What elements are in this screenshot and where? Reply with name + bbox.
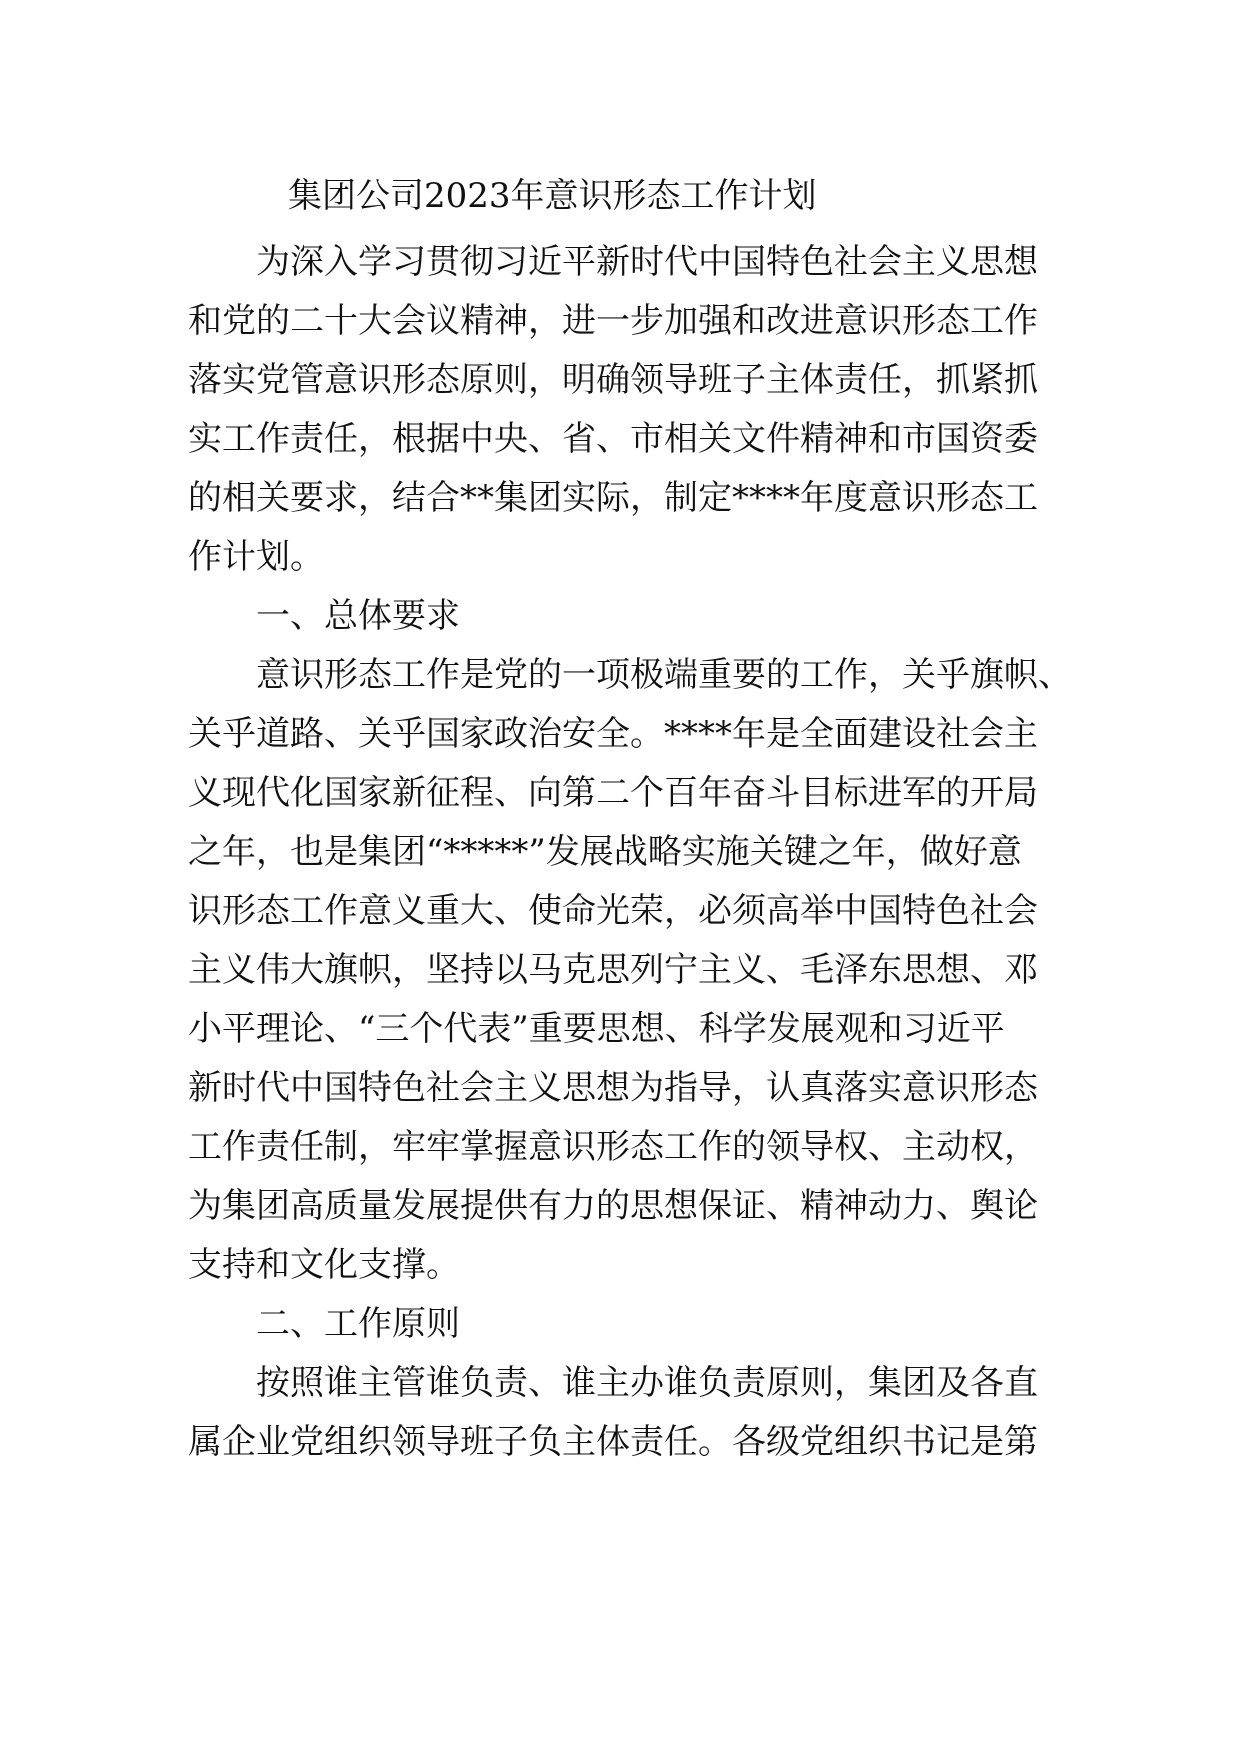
paragraph-line: 的相关要求，结合**集团实际，制定****年度意识形态工 (188, 478, 1038, 518)
paragraph-line: 主义伟大旗帜，坚持以马克思列宁主义、毛泽东思想、邓 (188, 950, 1038, 990)
paragraph-line: 之年，也是集团“*****”发展战略实施关键之年，做好意 (188, 832, 1022, 872)
paragraph-line: 为集团高质量发展提供有力的思想保证、精神动力、舆论 (188, 1186, 1038, 1226)
document-title: 集团公司2023年意识形态工作计划 (288, 176, 817, 216)
section-heading: 二、工作原则 (256, 1304, 460, 1344)
paragraph-line: 意识形态工作是党的一项极端重要的工作，关乎旗帜、 (256, 655, 1072, 695)
paragraph-line: 新时代中国特色社会主义思想为指导，认真落实意识形态 (188, 1068, 1038, 1108)
paragraph-line: 工作责任制，牢牢掌握意识形态工作的领导权、主动权， (188, 1127, 1038, 1167)
paragraph-line: 落实党管意识形态原则，明确领导班子主体责任，抓紧抓 (188, 360, 1038, 400)
paragraph-line: 按照谁主管谁负责、谁主办谁负责原则，集团及各直 (256, 1363, 1038, 1403)
section-heading: 一、总体要求 (256, 596, 460, 636)
paragraph-line: 和党的二十大会议精神，进一步加强和改进意识形态工作 (188, 301, 1038, 341)
paragraph-line: 实工作责任，根据中央、省、市相关文件精神和市国资委 (188, 419, 1038, 459)
paragraph-line: 作计划。 (188, 537, 324, 577)
paragraph-line: 小平理论、“三个代表”重要思想、科学发展观和习近平 (188, 1009, 1005, 1049)
paragraph-line: 关乎道路、关乎国家政治安全。****年是全面建设社会主 (188, 714, 1038, 754)
paragraph-line: 识形态工作意义重大、使命光荣，必须高举中国特色社会 (188, 891, 1038, 931)
paragraph-line: 属企业党组织领导班子负主体责任。各级党组织书记是第 (188, 1422, 1038, 1462)
paragraph-line: 为深入学习贯彻习近平新时代中国特色社会主义思想 (256, 242, 1038, 282)
paragraph-line: 义现代化国家新征程、向第二个百年奋斗目标进军的开局 (188, 773, 1038, 813)
paragraph-line: 支持和文化支撑。 (188, 1245, 460, 1285)
